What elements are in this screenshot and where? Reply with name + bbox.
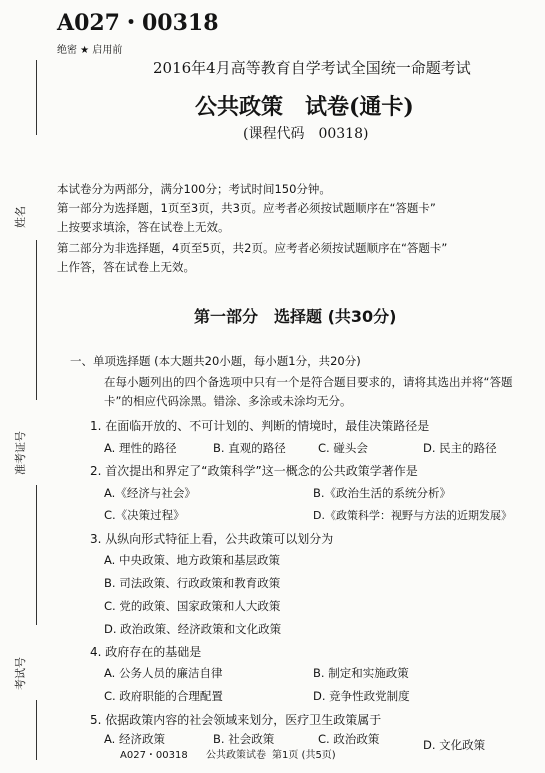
admission-number-label: 准考证号: [14, 431, 27, 475]
subject-title: 公共政策 试卷(通卡): [195, 94, 414, 120]
paper-code: A027・00318: [57, 10, 219, 36]
footer-page: 第1页 (共5页): [272, 750, 336, 761]
question-option: C.《决策过程》: [104, 508, 185, 522]
instruction-line: 本试卷分为两部分，满分100分；考试时间150分钟。: [57, 182, 331, 196]
section-note: 卡”的相应代码涂黑。错涂、多涂或未涂均无分。: [104, 394, 352, 408]
name-label: 姓名: [14, 206, 27, 228]
question-option: D. 文化政策: [423, 738, 486, 752]
question-option: D. 民主的路径: [423, 441, 497, 455]
question-option: B. 社会政策: [213, 732, 275, 746]
question-option: B. 司法政策、行政政策和教育政策: [104, 576, 281, 590]
instruction-line: 上作答，答在试卷上无效。: [57, 260, 195, 274]
question-stem: 3. 从纵向形式特征上看，公共政策可以划分为: [90, 532, 334, 546]
section-note: 在每小题列出的四个备选项中只有一个是符合题目要求的，请将其选出并将“答题: [104, 375, 513, 389]
question-option: A. 中央政策、地方政策和基层政策: [104, 553, 280, 567]
exam-number-label: 考试号: [14, 657, 27, 690]
question-option: A.《经济与社会》: [104, 486, 196, 500]
question-option: A. 经济政策: [104, 732, 165, 746]
question-option: B.《政治生活的系统分析》: [313, 486, 452, 500]
question-stem: 1. 在面临开放的、不可计划的、判断的情境时，最佳决策路径是: [90, 419, 430, 433]
footer-title: 公共政策试卷: [206, 750, 266, 761]
question-option: A. 公务人员的廉洁自律: [104, 666, 223, 680]
question-stem: 5. 依据政策内容的社会领域来划分，医疗卫生政策属于: [90, 713, 382, 727]
question-option: D. 竞争性政党制度: [313, 689, 410, 703]
question-stem: 4. 政府存在的基础是: [90, 645, 202, 659]
question-option: C. 政府职能的合理配置: [104, 689, 223, 703]
question-option: D.《政策科学：视野与方法的近期发展》: [313, 509, 512, 522]
question-stem: 2. 首次提出和界定了“政策科学”这一概念的公共政策学著作是: [90, 464, 418, 478]
question-option: A. 理性的路径: [104, 441, 177, 455]
secret-mark: 绝密 ★ 启用前: [57, 45, 123, 56]
course-code: (课程代码 00318): [243, 126, 369, 142]
footer-code: A027・00318: [120, 750, 188, 761]
question-option: C. 政治政策: [318, 732, 380, 746]
margin-line: [36, 240, 37, 400]
question-option: C. 碰头会: [318, 441, 368, 455]
section-title: 一、单项选择题 (本大题共20小题，每小题1分，共20分): [70, 354, 361, 368]
exam-title: 2016年4月高等教育自学考试全国统一命题考试: [153, 59, 471, 77]
instruction-line: 第二部分为非选择题，4页至5页，共2页。应考者必须按试题顺序在“答题卡”: [57, 241, 448, 255]
margin-line: [36, 485, 37, 625]
margin-line: [36, 60, 37, 135]
question-option: D. 政治政策、经济政策和文化政策: [104, 622, 282, 636]
instruction-line: 上按要求填涂，答在试卷上无效。: [57, 220, 230, 234]
question-option: B. 制定和实施政策: [313, 666, 409, 680]
instruction-line: 第一部分为选择题，1页至3页，共3页。应考者必须按试题顺序在“答题卡”: [57, 201, 436, 215]
margin-line: [36, 700, 37, 760]
question-option: C. 党的政策、国家政策和人大政策: [104, 599, 281, 613]
part-title: 第一部分 选择题 (共30分): [194, 307, 397, 326]
question-option: B. 直观的路径: [213, 441, 286, 455]
